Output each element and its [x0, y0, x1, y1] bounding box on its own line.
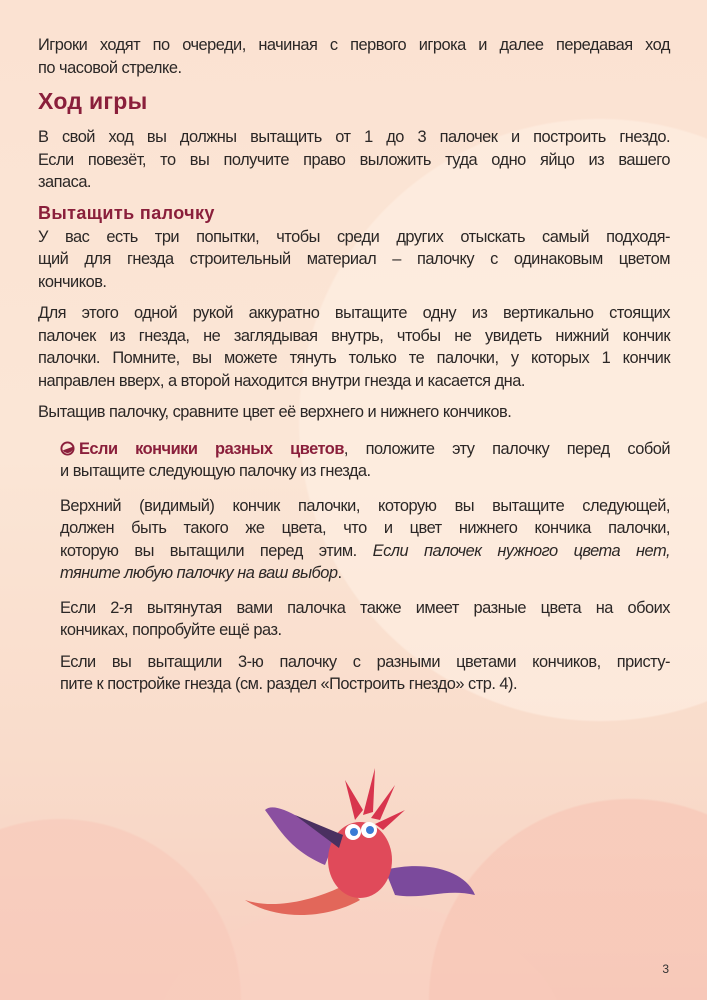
compare-paragraph [38, 401, 670, 424]
text-line: щий для гнезда строительный материал – палочку с одинаковым цветом [38, 250, 670, 268]
text-line: Вытащив палочку, сравните цвет её верхнего и нижнего кончиков. [38, 403, 512, 421]
text-line: кончиках, попробуйте ещё раз. [60, 621, 282, 639]
text-line: палочки. Помните, вы можете тянуть только те палочки, у которых 1 кончик [38, 349, 670, 367]
text-line: палочек из гнезда, не заглядывая внутрь, чтобы не увидеть нижний кончик [38, 326, 670, 345]
italic-text: тяните любую палочку на ваш выбор [60, 564, 338, 582]
italic-text: Если палочек нужного цвета нет, [372, 541, 671, 560]
text-line: направлен вверх, а второй находится внутри гнезда и касается дна. [38, 371, 525, 390]
bird-illustration [235, 760, 495, 930]
pull-paragraph [38, 302, 670, 392]
case-paragraph [60, 438, 670, 483]
text-line [60, 540, 670, 563]
text-line [60, 438, 670, 461]
case-block [60, 438, 670, 696]
text-line: кончиков. [38, 272, 107, 291]
text-line: по часовой стрелке. [38, 58, 182, 77]
case-highlight: Если кончики разных цветов [79, 439, 344, 458]
text-line: В свой ход вы должны вытащить от 1 до 3 палочек и построить гнездо. [38, 128, 670, 146]
page-content [38, 34, 670, 705]
text-line: пите к постройке гнезда (см. раздел «Построить гнездо» стр. 4). [60, 675, 518, 693]
case-text: , положите эту палочку перед собой [343, 439, 670, 458]
text-line: должен быть такого же цвета, что и цвет нижнего кончика палочки, [60, 519, 670, 537]
text-line [60, 562, 670, 585]
turn-paragraph [38, 126, 670, 194]
third-try-paragraph [60, 651, 670, 696]
text-line: Если вы вытащили 3-ю палочку с разными цветами кончиков, присту- [60, 652, 670, 671]
text-span: . [337, 564, 342, 582]
text-line: Для этого одной рукой аккуратно вытащите одну из вертикально стоящих [38, 304, 670, 322]
text-line: Верхний (видимый) кончик палочки, которую вы вытащите следующей, [60, 496, 670, 515]
second-try-paragraph [60, 597, 670, 642]
text-line: Если 2-я вытянутая вами палочка также имеет разные цвета на обоих [60, 598, 670, 617]
half-circle-bullet-icon [60, 441, 75, 456]
bird-crest [345, 768, 405, 830]
attempts-paragraph [38, 226, 670, 294]
text-line: и вытащите следующую палочку из гнезда. [60, 462, 371, 480]
intro-paragraph [38, 34, 670, 79]
text-line: Если повезёт, то вы получите право выложить туда одно яйцо из вашего [38, 150, 670, 169]
text-line: запаса. [38, 173, 91, 191]
next-stick-paragraph [60, 495, 670, 585]
page-number: 3 [662, 962, 669, 976]
section-heading: Ход игры [38, 88, 148, 114]
text-span: которую вы вытащили перед этим. [60, 541, 357, 560]
bird-right-wing [385, 866, 475, 896]
text-line: Игроки ходят по очереди, начиная с первого игрока и далее передавая ход [38, 36, 670, 54]
subsection-heading: Вытащить палочку [38, 202, 215, 223]
text-line: У вас есть три попытки, чтобы среди других отыскать самый подходя- [38, 227, 670, 246]
